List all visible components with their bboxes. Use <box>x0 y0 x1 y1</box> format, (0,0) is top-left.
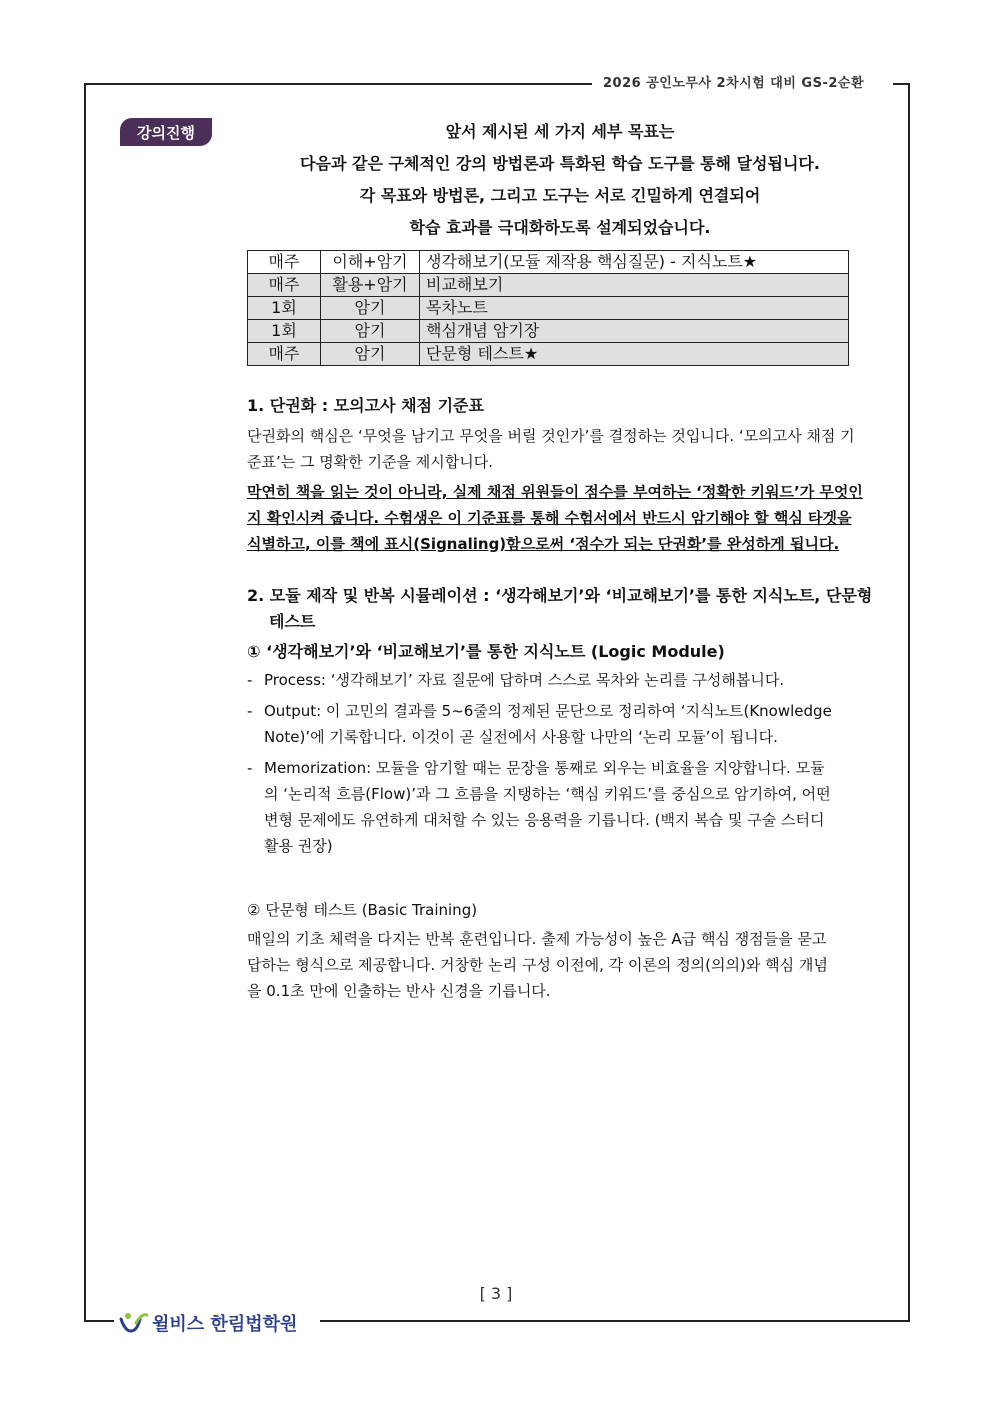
publisher-logo <box>118 1310 297 1336</box>
section-2-title-cont: 테스트 <box>269 612 316 631</box>
table-row <box>248 251 849 274</box>
section-1-title: 1. 단권화 : 모의고사 채점 기준표 <box>247 396 484 415</box>
bullet-dash: - <box>247 702 253 720</box>
intro-line: 앞서 제시된 세 가지 세부 목표는 <box>445 122 675 141</box>
emphasis-line: 식별하고, 이를 책에 표시(Signaling)함으로써 ‘점수가 되는 단권화’를 완성하게 됩니다. <box>247 535 840 553</box>
table-cell-tool: 목차노트 <box>420 297 849 320</box>
table-cell-freq: 1회 <box>248 320 321 343</box>
subsection-2-title: ② 단문형 테스트 (Basic Training) <box>247 901 478 919</box>
frame-left <box>84 83 86 1321</box>
table-cell-tool: 생각해보기(모듈 제작용 핵심질문) - 지식노트★ <box>420 251 849 274</box>
intro-block <box>240 116 880 244</box>
table-row <box>248 320 849 343</box>
section-1 <box>247 393 879 557</box>
study-plan-table <box>247 250 849 366</box>
bullet-memorization <box>247 755 879 859</box>
table-cell-type: 암기 <box>321 343 420 366</box>
frame-bottom-right <box>320 1320 910 1322</box>
table-cell-tool: 핵심개념 암기장 <box>420 320 849 343</box>
page-number: [ 3 ] <box>479 1284 513 1303</box>
table-cell-tool: 비교해보기 <box>420 274 849 297</box>
logo-icon <box>118 1311 148 1335</box>
frame-bottom-left <box>84 1320 114 1322</box>
bullet-dash: - <box>247 671 253 689</box>
section-2 <box>247 583 879 1004</box>
table-cell-freq: 매주 <box>248 343 321 366</box>
table-cell-freq: 매주 <box>248 274 321 297</box>
table-cell-tool: 단문형 테스트★ <box>420 343 849 366</box>
bullet-line: Note)’에 기록합니다. 이것이 곧 실전에서 사용할 나만의 ‘논리 모듈’이 됩니다. <box>264 728 778 746</box>
paragraph-line: 준표’는 그 명확한 기준을 제시합니다. <box>247 453 493 471</box>
emphasis-line: 막연히 책을 읽는 것이 아니라, 실제 채점 위원들이 점수를 부여하는 ‘정확한 키워드’가 무엇인 <box>247 483 863 501</box>
frame-right <box>908 83 910 1321</box>
table-cell-type: 이해+암기 <box>321 251 420 274</box>
table-cell-type: 활용+암기 <box>321 274 420 297</box>
subsection-1-title: ① ‘생각해보기’와 ‘비교해보기’를 통한 지식노트 (Logic Module) <box>247 642 725 661</box>
intro-line: 각 목표와 방법론, 그리고 도구는 서로 긴밀하게 연결되어 <box>359 186 761 205</box>
section-badge: 강의진행 <box>120 118 212 146</box>
intro-line: 학습 효과를 극대화하도록 설계되었습니다. <box>409 218 711 237</box>
emphasis-line: 지 확인시켜 줍니다. 수험생은 이 기준표를 통해 수험서에서 반드시 암기해야 할 핵심 타겟을 <box>247 509 852 527</box>
bullet-line: Process: ‘생각해보기’ 자료 질문에 답하며 스스로 목차와 논리를 구성해봅니다. <box>264 671 785 689</box>
table-cell-freq: 매주 <box>248 251 321 274</box>
paragraph-line: 매일의 기초 체력을 다지는 반복 훈련입니다. 출제 가능성이 높은 A급 핵심 쟁점들을 묻고 <box>247 930 827 948</box>
table-cell-type: 암기 <box>321 320 420 343</box>
table-cell-freq: 1회 <box>248 297 321 320</box>
bullet-dash: - <box>247 759 253 777</box>
bullet-line: 활용 권장) <box>264 837 333 855</box>
table-row <box>248 274 849 297</box>
header-title: 2026 공인노무사 2차시험 대비 GS-2순환 <box>603 76 865 91</box>
table-row <box>248 297 849 320</box>
bullet-line: Output: 이 고민의 결과를 5~6줄의 정제된 문단으로 정리하여 ‘지식노트(Knowledge <box>264 702 832 720</box>
section-2-title: 2. 모듈 제작 및 반복 시뮬레이션 : ‘생각해보기’와 ‘비교해보기’를 통한 지식노트, 단문형 <box>247 586 873 605</box>
bullet-output <box>247 698 879 750</box>
bullet-process <box>247 667 879 693</box>
logo-text: 윌비스 한림법학원 <box>152 1314 298 1335</box>
frame-top-left <box>84 83 592 85</box>
table-cell-type: 암기 <box>321 297 420 320</box>
paragraph-line: 단권화의 핵심은 ‘무엇을 남기고 무엇을 버릴 것인가’를 결정하는 것입니다. ‘모의고사 채점 기 <box>247 427 855 445</box>
bullet-line: 의 ‘논리적 흐름(Flow)’과 그 흐름을 지탱하는 ‘핵심 키워드’를 중심으로 암기하여, 어떤 <box>264 785 831 803</box>
intro-line: 다음과 같은 구체적인 강의 방법론과 특화된 학습 도구를 통해 달성됩니다. <box>300 154 820 173</box>
bullet-line: Memorization: 모듈을 암기할 때는 문장을 통째로 외우는 비효율을 지양합니다. 모듈 <box>264 759 825 777</box>
bullet-line: 변형 문제에도 유연하게 대처할 수 있는 응용력을 기릅니다. (백지 복습 및 구술 스터디 <box>264 811 825 829</box>
table-row <box>248 343 849 366</box>
paragraph-line: 답하는 형식으로 제공합니다. 거창한 논리 구성 이전에, 각 이론의 정의(의의)와 핵심 개념 <box>247 956 828 974</box>
paragraph-line: 을 0.1초 만에 인출하는 반사 신경을 기릅니다. <box>247 982 551 1000</box>
